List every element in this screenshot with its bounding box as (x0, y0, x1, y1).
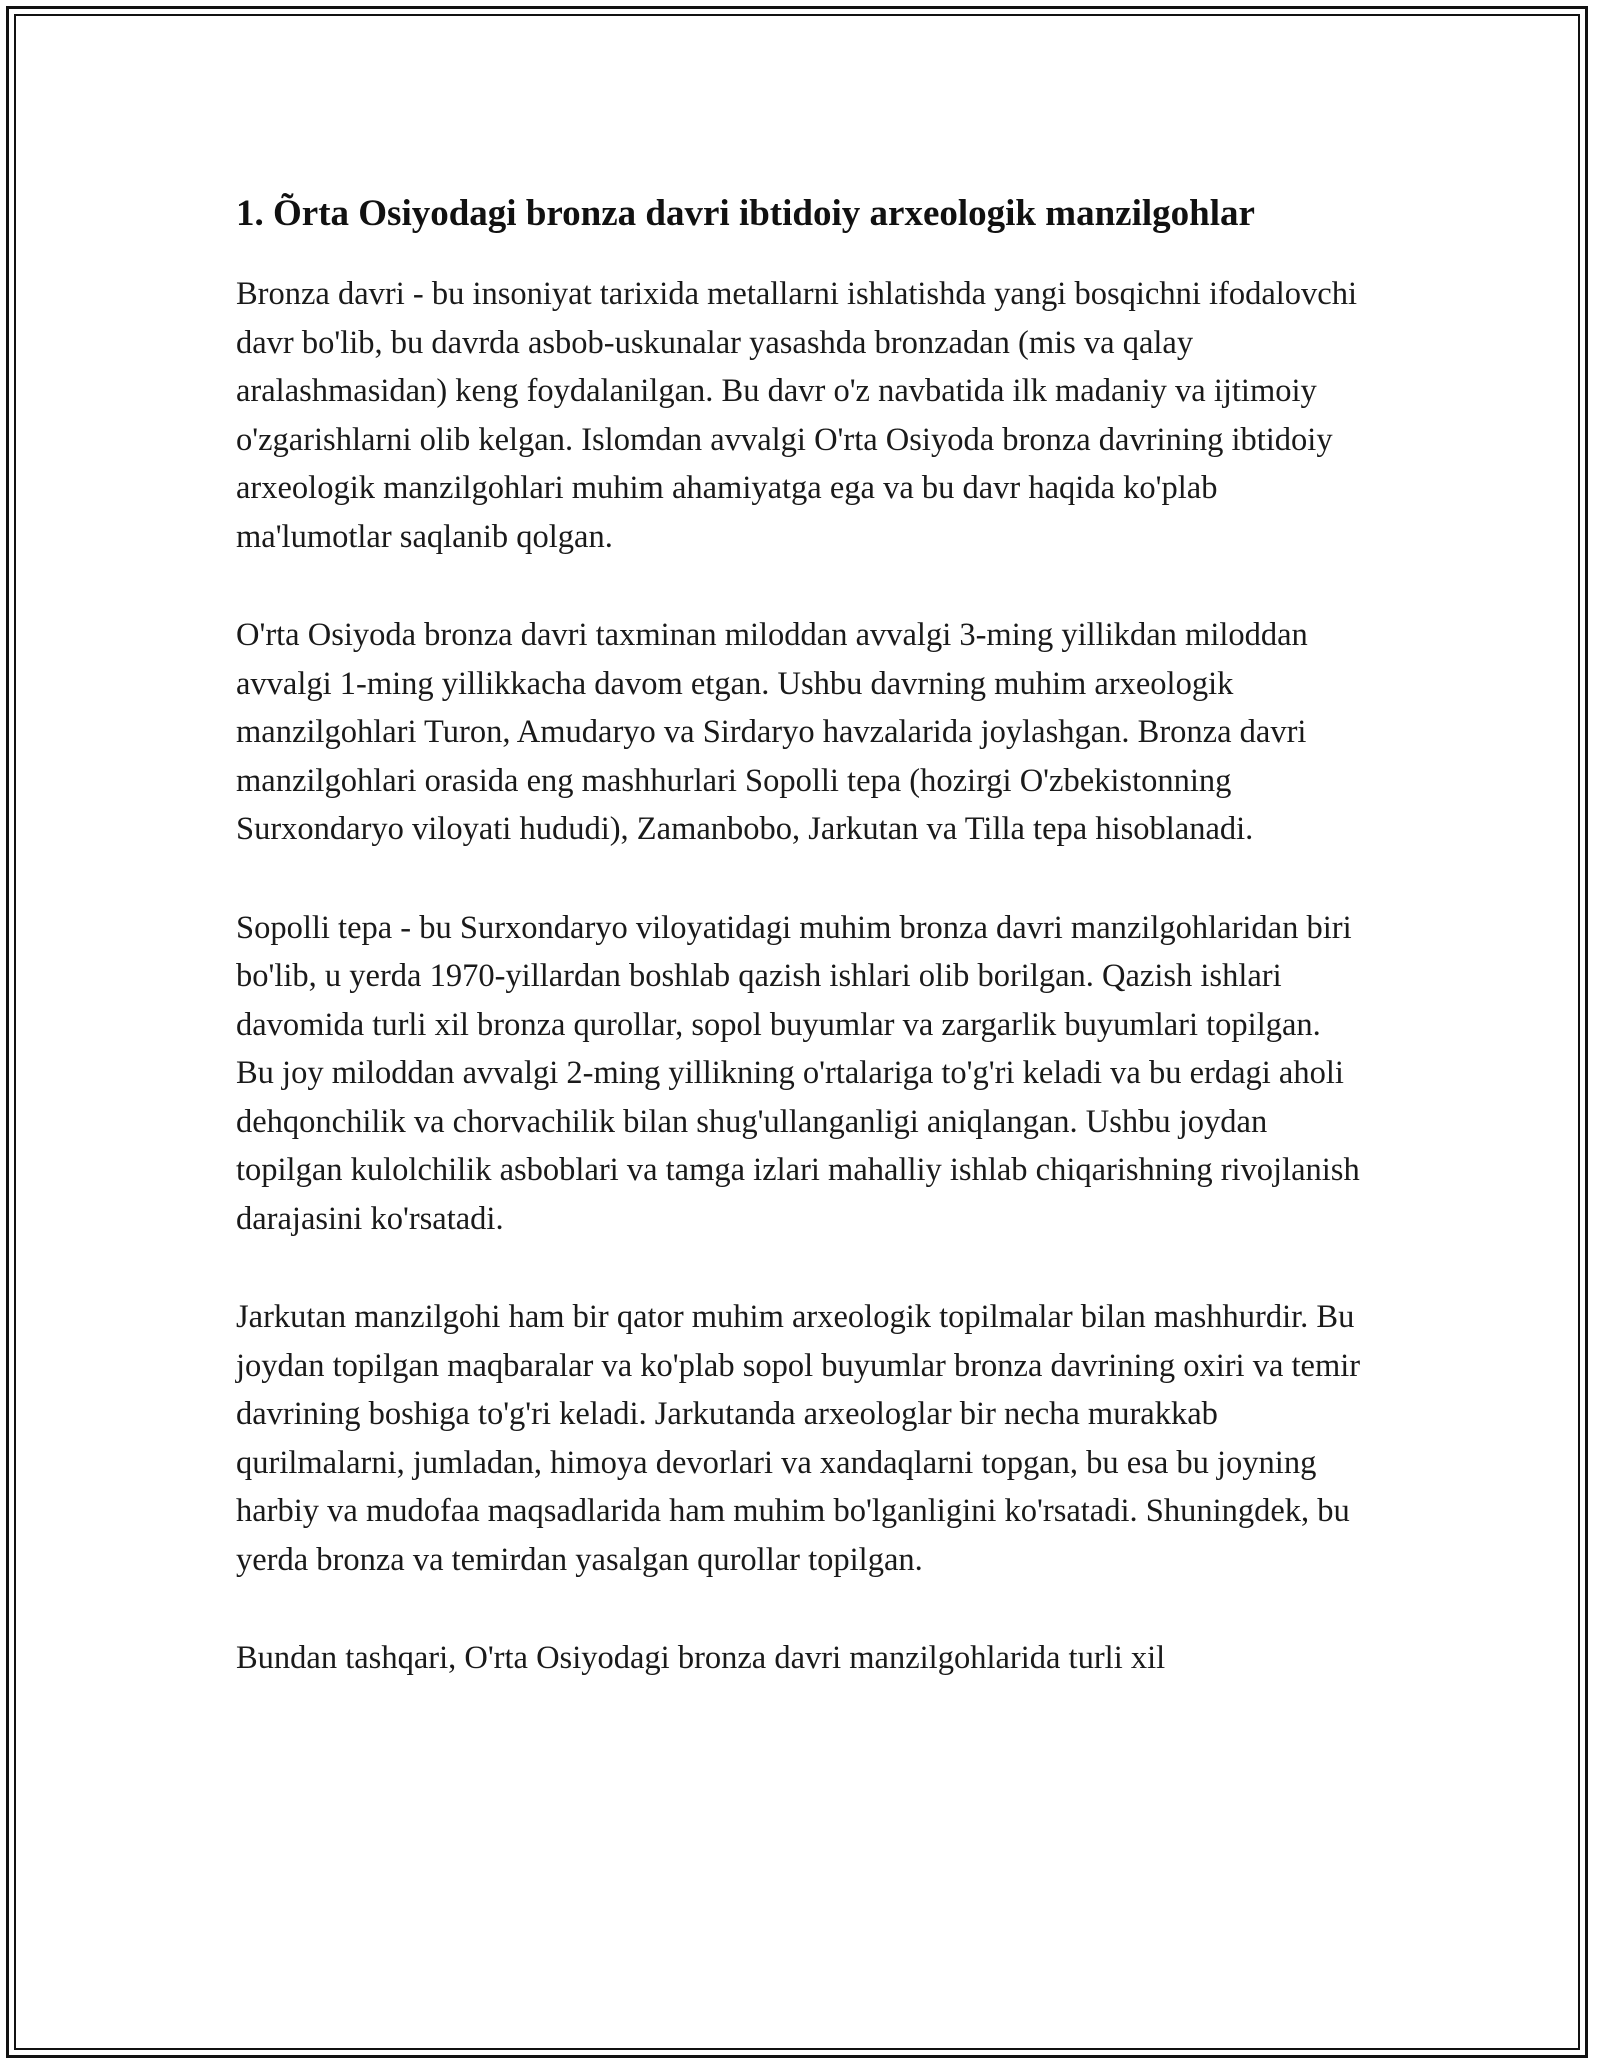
paragraph-additional: Bundan tashqari, O'rta Osiyodagi bronza davri manzilgohlarida turli xil (236, 1640, 1166, 1676)
paragraph-sopolli-tepa: Sopolli tepa - bu Surxondaryo viloyatidagi muhim bronza davri manzilgohlaridan biri bo'lib, u yerda 1970-yillardan boshlab qazish ishlari olib borilgan. Qazish ishlari davomida turli xil bronza qurollar, sopol buyumlar va zargarlik buyumlari topilgan. Bu joy miloddan avvalgi 2-ming yillikning o'rtalariga to'g'ri keladi va bu erdagi aholi dehqonchilik va chorvachilik bilan shug'ullanganligi aniqlangan. Ushbu joydan topilgan kulolchilik asboblari va tamga izlari mahalliy ishlab chiqarishning rivojlanish darajasini ko'rsatadi. (236, 909, 1360, 1237)
document-body (236, 186, 1366, 1733)
paragraph-bronze-age-chronology: O'rta Osiyoda bronza davri taxminan miloddan avvalgi 3-ming yillikdan miloddan avvalgi 1-ming yillikkacha davom etgan. Ushbu davrning muhim arxeologik manzilgohlari Turon, Amudaryo va Sirdaryo havzalarida joylashgan. Bronza davri manzilgohlari orasida eng mashhurlari Sopolli tepa (hozirgi O'zbekistonning Surxondaryo viloyati hududi), Zamanbobo, Jarkutan va Tilla tepa hisoblanadi. (236, 617, 1308, 847)
section-heading: 1. Õrta Osiyodagi bronza davri ibtidoiy arxeologik manzilgohlar (236, 193, 1255, 234)
paragraph-bronze-age-intro: Bronza davri - bu insoniyat tarixida metallarni ishlatishda yangi bosqichni ifodalovchi davr bo'lib, bu davrda asbob-uskunalar yasashda bronzadan (mis va qalay aralashmasidan) keng foydalanilgan. Bu davr o'z navbatida ilk madaniy va ijtimoiy o'zgarishlarni olib kelgan. Islomdan avvalgi O'rta Osiyoda bronza davrining ibtidoiy arxeologik manzilgohlari muhim ahamiyatga ega va bu davr haqida ko'plab ma'lumotlar saqlanib qolgan. (236, 276, 1357, 555)
paragraph-jarkutan: Jarkutan manzilgohi ham bir qator muhim arxeologik topilmalar bilan mashhurdir. Bu joydan topilgan maqbaralar va ko'plab sopol buyumlar bronza davrining oxiri va temir davrining boshiga to'g'ri keladi. Jarkutanda arxeologlar bir necha murakkab qurilmalarni, jumladan, himoya devorlari va xandaqlarni topgan, bu esa bu joyning harbiy va mudofaa maqsadlarida ham muhim bo'lganligini ko'rsatadi. Shuningdek, bu yerda bronza va temirdan yasalgan qurollar topilgan. (236, 1299, 1361, 1578)
